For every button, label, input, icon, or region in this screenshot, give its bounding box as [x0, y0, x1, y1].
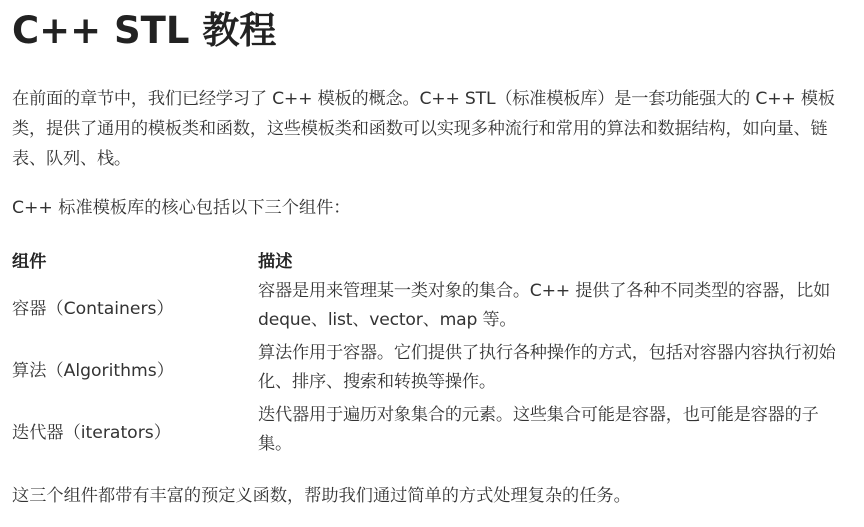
component-name: 迭代器（iterators）: [12, 422, 171, 443]
table-row: [12, 399, 840, 461]
closing-paragraph: 这三个组件都带有丰富的预定义函数，帮助我们通过简单的方式处理复杂的任务。: [12, 486, 631, 506]
intro-paragraph: 在前面的章节中，我们已经学习了 C++ 模板的概念。C++ STL（标准模板库）是一套功能强大的 C++ 模板类，提供了通用的模板类和函数，这些模板类和函数可以实现多种流行和常用的算法和数据结构，如向量、链表、队列、栈。: [12, 89, 835, 169]
table-header-row: [12, 243, 840, 275]
component-description: 算法作用于容器。它们提供了执行各种操作的方式，包括对容器内容执行初始化、排序、搜索和转换等操作。: [258, 343, 836, 392]
page-title: C++ STL 教程: [12, 9, 277, 52]
component-description: 迭代器用于遍历对象集合的元素。这些集合可能是容器，也可能是容器的子集。: [258, 405, 819, 454]
components-lead-text: C++ 标准模板库的核心包括以下三个组件：: [12, 198, 351, 218]
table-row: [12, 337, 840, 399]
component-name: 算法（Algorithms）: [12, 360, 174, 381]
component-name: 容器（Containers）: [12, 298, 174, 319]
components-table: [12, 243, 840, 461]
table-row: [12, 275, 840, 337]
column-header-component: 组件: [12, 251, 47, 272]
component-description: 容器是用来管理某一类对象的集合。C++ 提供了各种不同类型的容器，比如 deque、list、vector、map 等。: [258, 281, 831, 330]
column-header-description: 描述: [258, 251, 293, 272]
